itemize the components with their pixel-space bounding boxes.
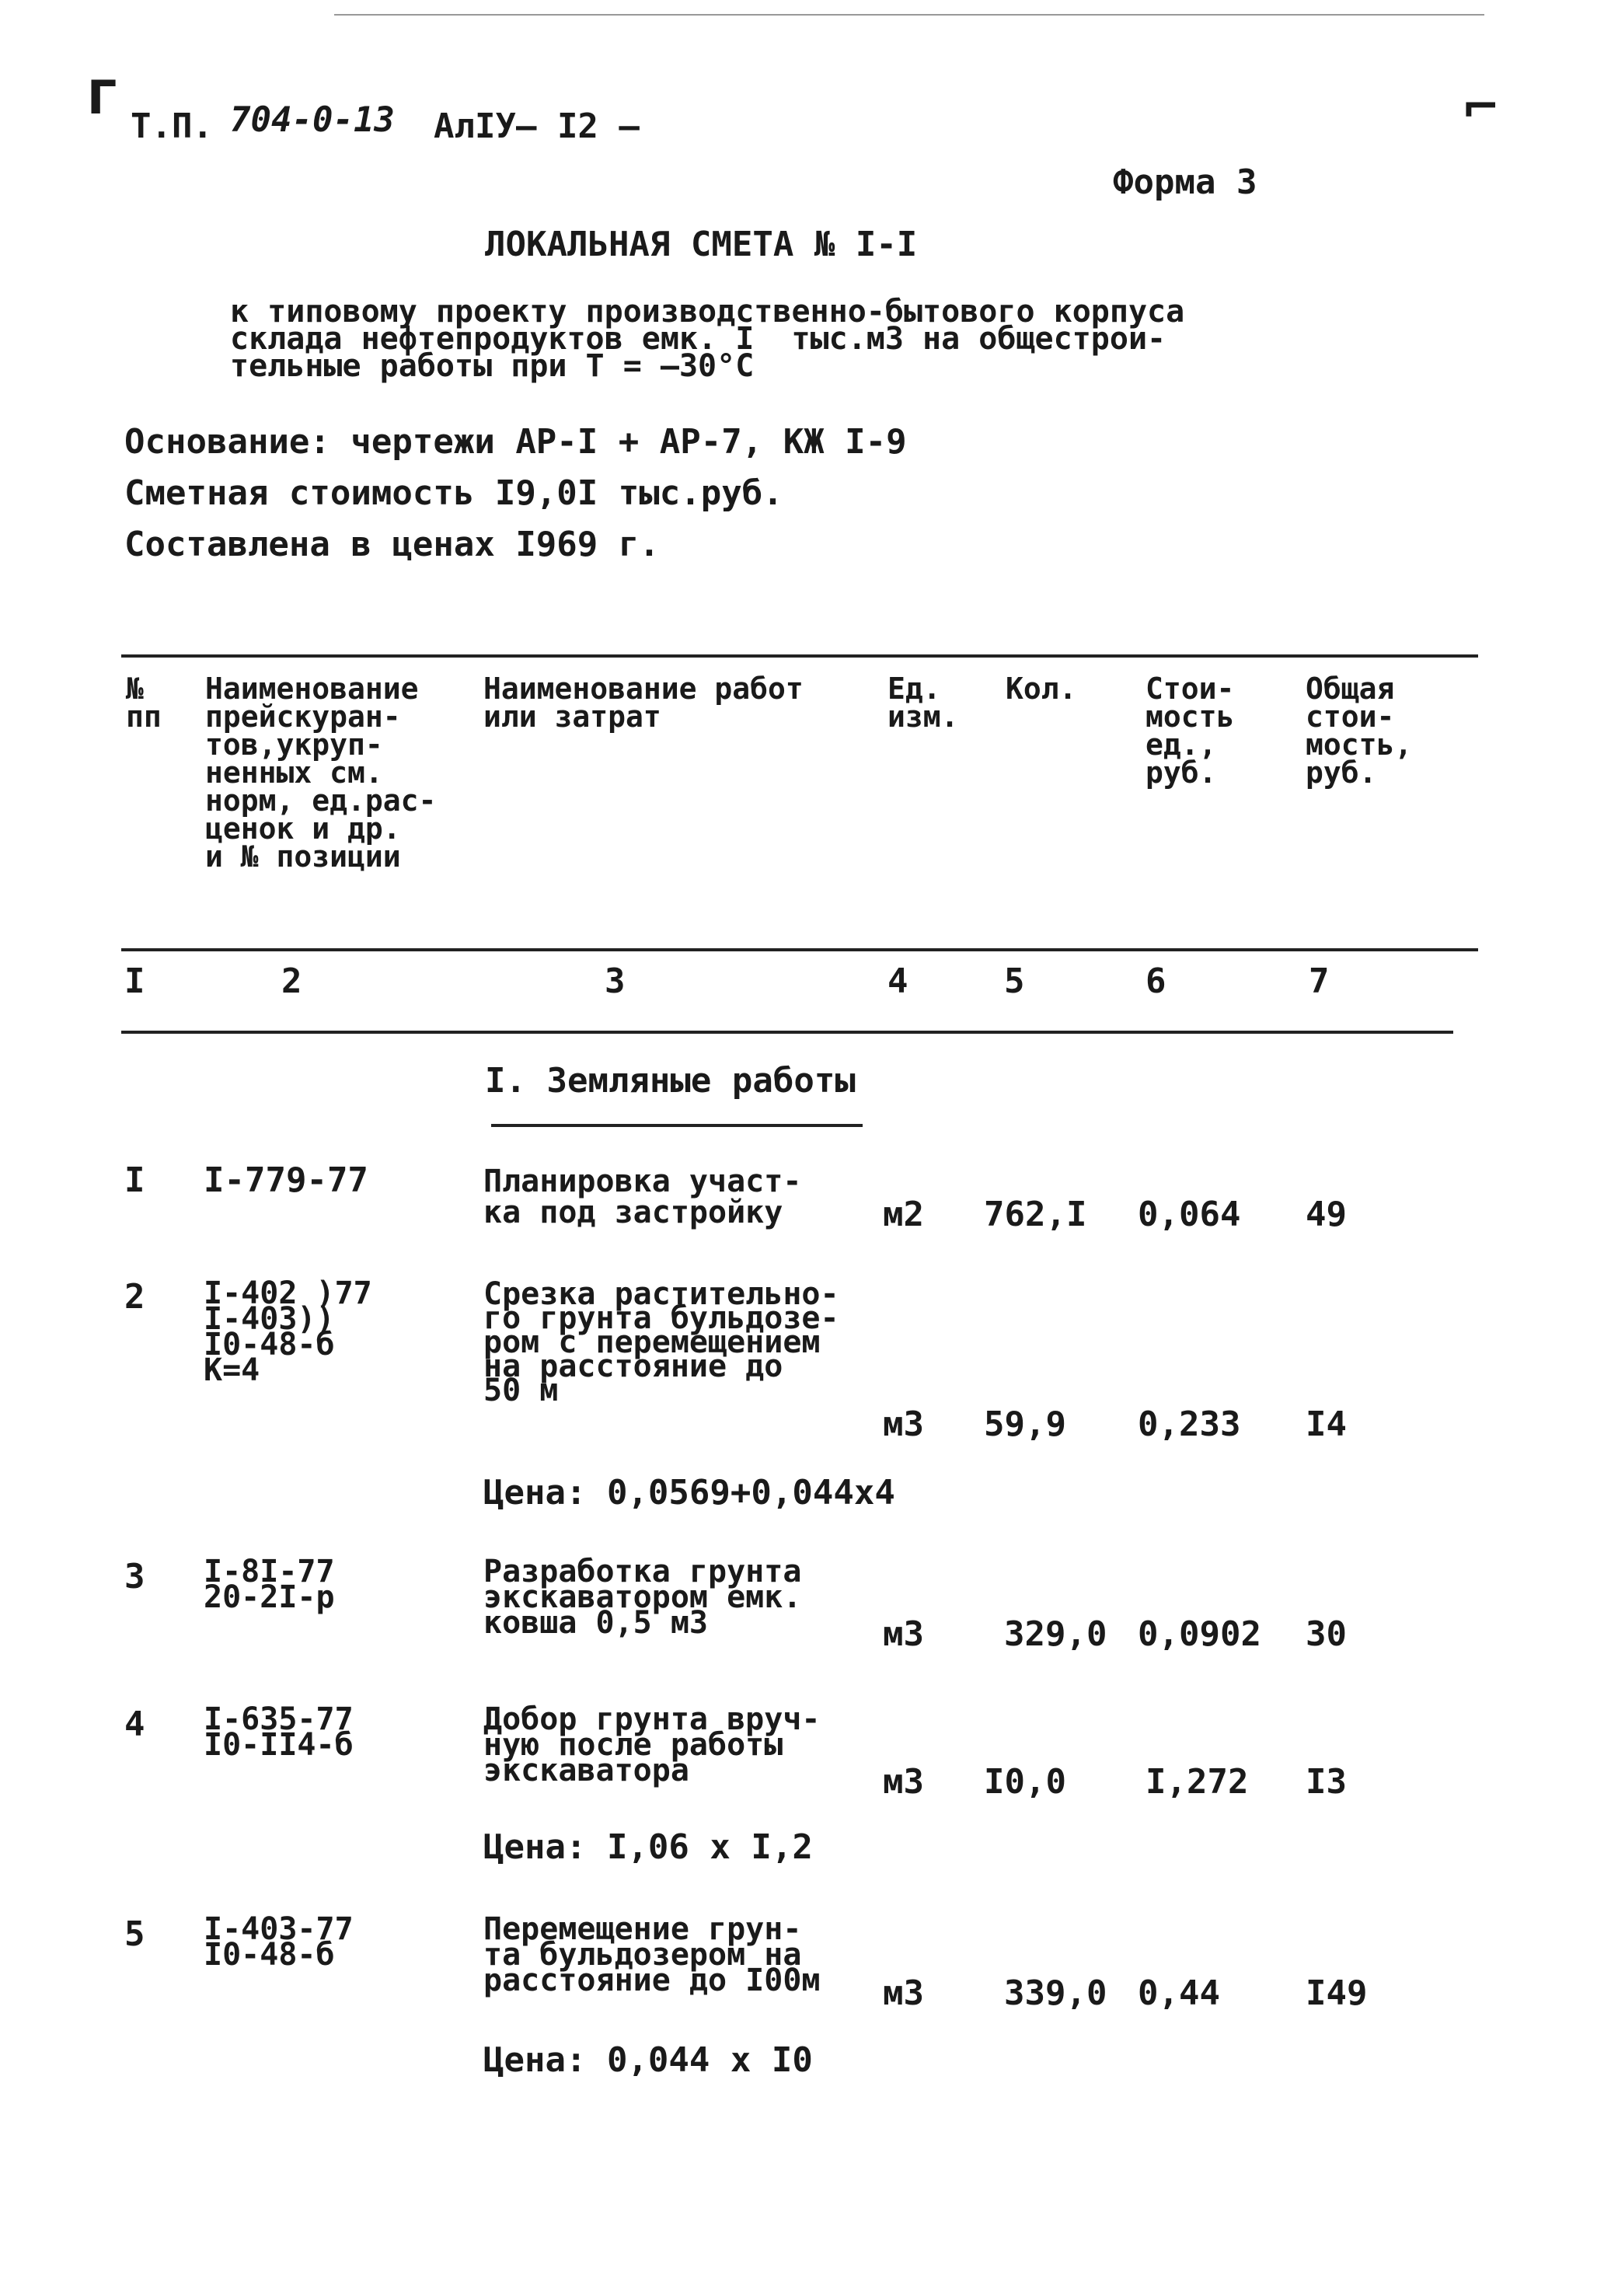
row-number: 2	[124, 1277, 145, 1317]
col-header-name: Наименование работ или затрат	[483, 672, 804, 734]
row-code: I-403-77 I0-48-б	[204, 1911, 354, 1973]
tp-prefix: Т.П.	[131, 106, 213, 146]
row-number: 3	[124, 1557, 145, 1596]
row-unit: м3	[883, 1614, 924, 1654]
row-total: I3	[1306, 1762, 1347, 1802]
row-number: I	[124, 1160, 145, 1200]
col-number-6: 6	[1146, 961, 1166, 1001]
col-number-4: 4	[887, 961, 908, 1001]
row-total: I4	[1306, 1404, 1347, 1444]
row-work-name: Срезка растительно- го грунта бульдозе- ром с перемещением на расстояние до 50 м	[483, 1276, 839, 1408]
corner-mark-right: ⌐	[1461, 80, 1501, 134]
col-header-unit: Ед. изм.	[887, 672, 959, 734]
section-title: I. Земляные работы	[485, 1061, 856, 1101]
col-number-5: 5	[1004, 961, 1025, 1001]
header-bottom-rule	[121, 948, 1478, 951]
col-number-1: I	[124, 961, 145, 1001]
row-number: 4	[124, 1705, 145, 1744]
row-work-name: Перемещение грун- та бульдозером на расстояние до I00м	[483, 1911, 821, 1998]
col-number-7: 7	[1309, 961, 1330, 1001]
document-subtitle: к типовому проекту производственно-бытового корпуса склада нефтепродуктов емк. I тыс.м3 на общестрои- тельные работы при Т = —30°С	[230, 294, 1185, 384]
row-code: I-8I-77 20-2I-р	[204, 1554, 335, 1615]
row-price-note: Цена: 0,0569+0,044х4	[483, 1473, 895, 1513]
row-work-name: Добор грунта вруч- ную после работы экскаватора	[483, 1701, 821, 1788]
row-quantity: 59,9	[984, 1404, 1066, 1444]
estimated-cost-line: Сметная стоимость I9,0I тыс.руб.	[124, 473, 783, 513]
col-header-qty: Кол.	[1006, 672, 1077, 706]
row-unit-cost: 0,064	[1138, 1195, 1241, 1234]
document-title: ЛОКАЛЬНАЯ СМЕТА № I-I	[485, 225, 918, 264]
col-header-total: Общая стои- мость, руб.	[1306, 672, 1413, 790]
col-number-3: 3	[605, 961, 626, 1001]
row-code: I-635-77 I0-II4-б	[204, 1701, 354, 1763]
col-number-2: 2	[281, 961, 302, 1001]
row-code: I-779-77	[204, 1160, 368, 1200]
row-number: 5	[124, 1914, 145, 1954]
price-level-line: Составлена в ценах I969 г.	[124, 525, 660, 564]
row-unit: м3	[883, 1404, 924, 1444]
row-price-note: Цена: 0,044 х I0	[483, 2040, 813, 2080]
col-header-unit-cost: Стои- мость ед., руб.	[1146, 672, 1235, 790]
row-work-name: Планировка участ- ка под застройку	[483, 1164, 802, 1230]
row-quantity: I0,0	[984, 1762, 1066, 1802]
table-top-rule	[121, 654, 1478, 658]
row-unit: м2	[883, 1195, 924, 1234]
form-label: Форма 3	[1113, 162, 1257, 202]
column-numbers-rule	[121, 1031, 1453, 1034]
col-header-num: № пп	[126, 672, 162, 734]
row-total: I49	[1306, 1973, 1368, 2013]
row-work-name: Разработка грунта экскаватором емк. ковша 0,5 м3	[483, 1554, 802, 1641]
basis-line: Основание: чертежи АР-I + АР-7, КЖ I-9	[124, 422, 907, 462]
row-unit-cost: I,272	[1146, 1762, 1249, 1802]
row-unit: м3	[883, 1762, 924, 1802]
top-margin-rule	[334, 14, 1484, 16]
row-quantity: 762,I	[984, 1195, 1087, 1234]
row-total: 30	[1306, 1614, 1347, 1654]
album-ref: АлIУ— I2 —	[434, 106, 640, 146]
row-unit-cost: 0,0902	[1138, 1614, 1261, 1654]
row-unit: м3	[883, 1973, 924, 2013]
row-unit-cost: 0,233	[1138, 1404, 1241, 1444]
row-price-note: Цена: I,06 х I,2	[483, 1827, 813, 1867]
section-title-underline	[491, 1124, 863, 1127]
row-quantity: 329,0	[1004, 1614, 1107, 1654]
row-quantity: 339,0	[1004, 1973, 1107, 2013]
corner-mark-left: Г	[87, 71, 117, 125]
tp-number: 704-0-13	[230, 100, 395, 140]
row-code: I-402 )77 I-403)) I0-48-б К=4	[204, 1275, 372, 1388]
row-total: 49	[1306, 1195, 1347, 1234]
row-unit-cost: 0,44	[1138, 1973, 1220, 2013]
col-header-code: Наименование прейскуран- тов,укруп- ненных см. норм, ед.рас- ценок и др. и № позиции	[205, 672, 437, 874]
